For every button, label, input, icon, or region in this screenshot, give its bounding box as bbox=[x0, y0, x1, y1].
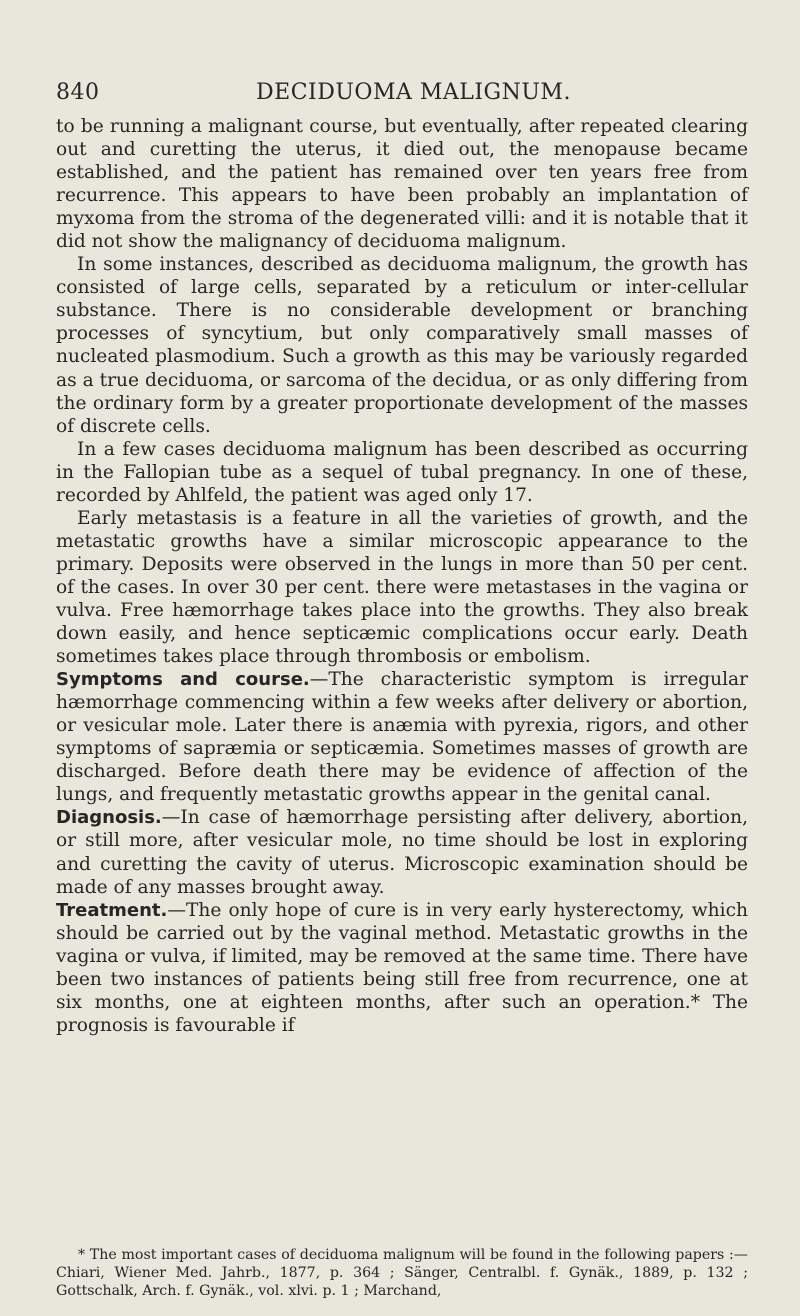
section-heading: Symptoms and course. bbox=[56, 669, 310, 691]
body-text bbox=[56, 115, 748, 1037]
section-text: —The characteristic symptom is irregular hæmorrhage commencing within a few weeks after delivery or abortion, or vesicular mole. Later there is anæmia with pyrexia, rigors, and other symptoms of sapræmia or septicæmia. Sometimes masses of growth are discharged. Before death there may be evidence of affection of the lungs, and frequently metastatic growths appear in the genital canal. bbox=[56, 669, 748, 806]
section-text: —The only hope of cure is in very early hysterectomy, which should be carried out by the vaginal method. Metastatic growths in the vagina or vulva, if limited, may be removed at the same time. There have been two instances of patients being still free from recurrence, one at six months, one at eighteen months, after such an operation.* The prognosis is favourable if bbox=[56, 899, 748, 1036]
page-number: 840 bbox=[56, 80, 100, 105]
paragraph: In a few cases deciduoma malignum has been described as occurring in the Fallopian tube as a sequel of tubal pregnancy. In one of these, recorded by Ahlfeld, the patient was aged only 17. bbox=[56, 438, 748, 506]
section-treatment bbox=[56, 899, 748, 1037]
section-symptoms bbox=[56, 668, 748, 806]
paragraph: Early metastasis is a feature in all the varieties of growth, and the metastatic growths have a similar microscopic appearance to the primary. Deposits were observed in the lungs in more than 50 per cent. of the cases. In over 30 per cent. there were metastases in the vagina or vulva. Free hæmorrhage takes place into the growths. They also break down easily, and hence septicæmic complications occur early. Death sometimes takes place through thrombosis or embolism. bbox=[56, 507, 748, 668]
section-diagnosis bbox=[56, 806, 748, 898]
running-header bbox=[56, 78, 744, 108]
footnote-text: * The most important cases of deciduoma malignum will be found in the following papers :—Chiari, Wiener Med. Jahrb., 1877, p. 364 ; Sänger, Centralbl. f. Gynäk., 1889, p. 132 ; Gottschalk, Arch. f. Gynäk., vol. xlvi. p. 1 ; Marchand, bbox=[56, 1247, 748, 1299]
paragraph-continuation: to be running a malignant course, but eventually, after repeated clearing out and curetting the uterus, it died out, the menopause became established, and the patient has remained over ten years free from recurrence. This appears to have been probably an implantation of myxoma from the stroma of the degenerated villi: and it is notable that it did not show the malignancy of deciduoma malignum. bbox=[56, 116, 748, 253]
paragraph: In some instances, described as deciduoma malignum, the growth has consisted of large cells, separated by a reticulum or inter-cellular substance. There is no considerable development or branching processes of syncytium, but only comparatively small masses of nucleated plasmodium. Such a growth as this may be variously regarded as a true deciduoma, or sarcoma of the decidua, or as only differing from the ordinary form by a greater proportionate development of the masses of discrete cells. bbox=[56, 254, 748, 437]
section-heading: Treatment. bbox=[56, 899, 168, 921]
header-title: DECIDUOMA MALIGNUM. bbox=[256, 80, 571, 105]
section-text: —In case of hæmorrhage persisting after delivery, abortion, or still more, after vesicular mole, no time should be lost in exploring and curetting the cavity of uterus. Microscopic examination should be made of any masses brought away. bbox=[56, 807, 748, 898]
section-heading: Diagnosis. bbox=[56, 807, 162, 829]
footnote bbox=[56, 1246, 748, 1300]
